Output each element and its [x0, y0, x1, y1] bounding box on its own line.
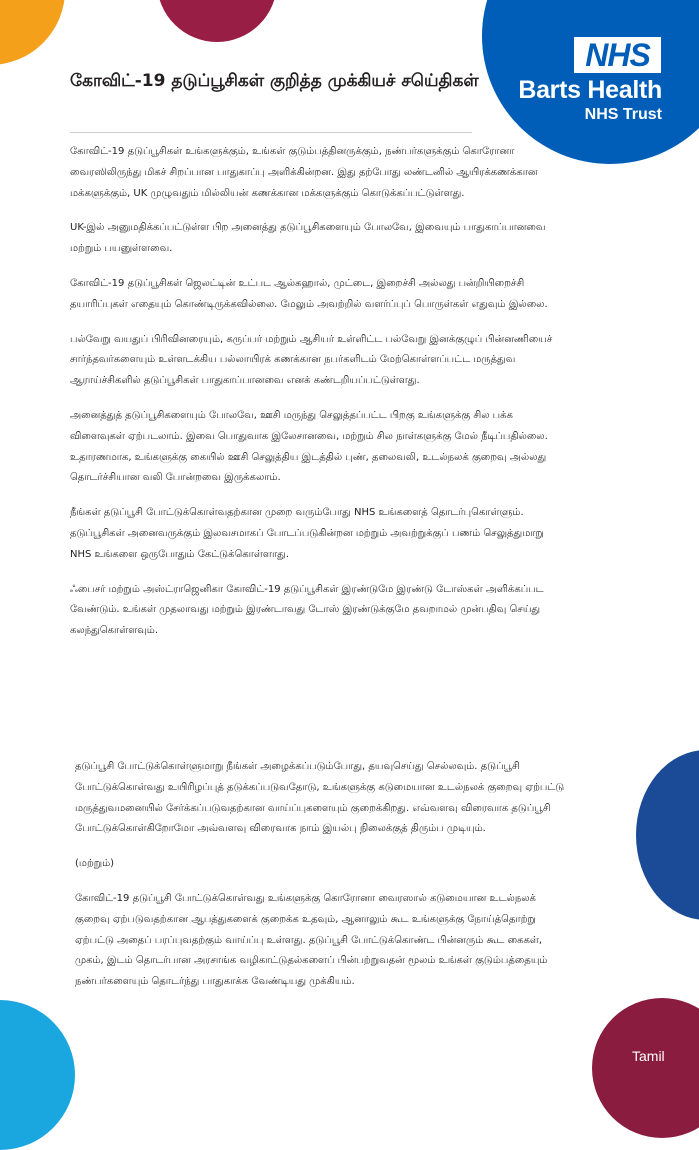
box-paragraph-and: (மற்றும்): [75, 858, 115, 870]
nhs-logo: NHS: [574, 37, 661, 73]
language-label: Tamil: [632, 1048, 665, 1064]
decorative-maroon-circle-bottom: [592, 998, 699, 1138]
title-divider: [70, 132, 472, 133]
decorative-orange-circle: [0, 0, 65, 65]
paragraph: பல்வேறு வயதுப் பிரிவினரையும், கருப்பர் மற்றும் ஆசியர் உள்ளிட்ட பல்வேறு இனக்குழுப் பின்னணியைச் சார்ந்தவர்களையும் உள்ளடக்கிய பல்லாயிரக் கணக்கான நபர்களிடம் மேற்கொள்ளப்பட்ட மருத்துவ ஆராய்ச்சிகளில் தடுப்பூசிகள் பாதுகாப்பானவை எனக் கண்டறியப்பட்டுள்ளது.: [70, 333, 553, 387]
box-paragraph: தடுப்பூசி போட்டுக்கொள்ளுமாறு நீங்கள் அழைக்கப்படும்போது, தயவுசெய்து செல்லவும். தடுப்பூசி போட்டுக்கொள்வது உயிரிழப்புத் தடுக்கப்படுவதோடு, உங்களுக்கு கடுமையான உடல்நலக் குறைவு ஏற்பட்டு மருத்துவமனையில் சேர்க்கப்படுவதற்கான வாய்ப்புகளையும் குறைக்கிறது. எவ்வளவு விரைவாக தடுப்பூசி போட்டுக்கொள்கிறோமோ அவ்வளவு விரைவாக நாம் இயல்பு நிலைக்குத் திரும்ப முடியும்.: [75, 761, 565, 835]
highlight-box: [75, 757, 570, 1007]
paragraph: UK-இல் அனுமதிக்கப்பட்டுள்ள பிற அனைத்து தடுப்பூசிகளையும் போலவே, இவையும் பாதுகாப்பானவை மற்றும் பயனுள்ளவை.: [70, 222, 546, 255]
paragraph: ஃபைசர் மற்றும் அஸ்ட்ராஜெனிகா கோவிட்-19 தடுப்பூசிகள் இரண்டுமே இரண்டு டோஸ்கள் அளிக்கப்பட வேண்டும். உங்கள் முதலாவது மற்றும் இரண்டாவது டோஸ் இரண்டுக்குமே தவறாமல் முன்பதிவு செய்து கலந்துகொள்ளவும்.: [70, 583, 544, 637]
body-text: [70, 142, 560, 656]
paragraph: கோவிட்-19 தடுப்பூசிகள் உங்களுக்கும், உங்கள் குடும்பத்தினருக்கும், நண்பர்களுக்கும் கொரோனா வைரஸிலிருந்து மிகச் சிறப்பான பாதுகாப்பு அளிக்கின்றன. இது தற்போது லண்டனில் ஆயிரக்கணக்கான மக்களுக்கும், UK முழுவதும் மில்லியன் கணக்கான மக்களுக்கும் கொடுக்கப்பட்டுள்ளது.: [70, 146, 538, 199]
decorative-navy-circle: [636, 750, 699, 920]
org-subtitle: NHS Trust: [584, 106, 662, 123]
paragraph: அனைத்துத் தடுப்பூசிகளையும் போலவே, ஊசி மருந்து செலுத்தப்பட்ட பிறகு உங்களுக்கு சில பக்க விளைவுகள் ஏற்படலாம். இவை பொதுவாக இலேசானவை, மற்றும் சில நாள்களுக்கு மேல் நீடிப்பதில்லை. உதாரணமாக, உங்களுக்கு கையில் ஊசி செலுத்திய இடத்தில் புண், தலைவலி, உடல்நலக் குறைவு அல்லது தொடர்ச்சியான வலி போன்றவை இருக்கலாம்.: [70, 409, 548, 484]
org-name: Barts Health: [518, 76, 662, 104]
page-title: கோவிட்-19 தடுப்பூசிகள் குறித்த முக்கியச் சயெ்திகள்: [70, 71, 479, 91]
paragraph: நீங்கள் தடுப்பூசி போட்டுக்கொள்வதற்கான முறை வரும்போது NHS உங்களைத் தொடர்புகொள்ளும். தடுப்பூசிகள் அனைவருக்கும் இலவசமாகப் போடப்படுகின்றன மற்றும் அவற்றுக்குப் பணம் செலுத்துமாறு NHS உங்களை ஒருபோதும் கேட்டுக்கொள்ளாது.: [70, 507, 544, 560]
decorative-maroon-circle: [157, 0, 277, 42]
paragraph: கோவிட்-19 தடுப்பூசிகள் ஜெலட்டின் உட்பட ஆல்கஹால், முட்டை, இறைச்சி அல்லது பன்றியிறைச்சி தயாரிப்புகள் எதையும் கொண்டிருக்கவில்லை. மேலும் அவற்றில் வளர்ப்புப் பொருள்கள் எதுவும் இல்லை.: [70, 277, 548, 310]
decorative-cyan-circle: [0, 1000, 75, 1150]
box-paragraph: கோவிட்-19 தடுப்பூசி போட்டுக்கொள்வது உங்களுக்கு கொரோனா வைரஸால் கடுமையான உடல்நலக் குறைவு ஏற்படுவதற்கான ஆபத்துகளைக் குறைக்க உதவும், ஆனாலும் கூட உங்களுக்கு நோய்த்தொற்று ஏற்பட்டு அதைப் பரப்புவதற்கும் வாய்ப்பு உள்ளது. தடுப்பூசி போட்டுக்கொண்ட பின்னரும் கூட கைகள், முகம், இடம் தொடர்பான அரசாங்க வழிகாட்டுதல்களைப் பின்பற்றுவதன் மூலம் உங்கள் குடும்பத்தையும் நண்பர்களையும் தொடர்ந்து பாதுகாக்க வேண்டியது முக்கியம்.: [75, 892, 548, 988]
